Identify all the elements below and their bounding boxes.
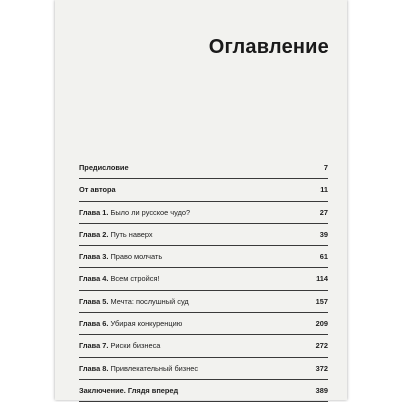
toc-entry-label [79,249,162,264]
toc-entry [79,246,328,268]
toc-entry-head: Глава 7. [79,341,109,351]
toc-entry-page: 7 [323,163,328,172]
toc-entry-head: Глава 1. [79,207,109,217]
toc-entry-label [79,182,116,197]
toc-entry-text: Глядя вперед [127,385,179,395]
toc-entry-page: 61 [319,252,328,262]
toc-entry-head: Заключение. [79,385,126,395]
toc-entry-page: 272 [315,341,328,351]
page-title: Оглавление [208,36,329,58]
toc-entry [79,291,328,313]
toc-entry [79,202,328,224]
toc-entry-text: Мечта: послушный суд [110,296,189,306]
toc-entry [79,380,328,402]
toc-entry-text: Было ли русское чудо? [110,207,191,217]
toc-entry-head: Глава 6. [79,319,109,329]
book-page [55,0,347,400]
toc-entry [79,268,328,290]
toc-entry-label [79,316,182,331]
toc-entry [79,157,328,179]
toc-entry-page: 157 [315,296,328,306]
toc-entry [79,313,328,335]
toc-entry [79,358,328,380]
toc-entry [79,224,328,246]
toc-entry-head: Глава 4. [79,274,109,284]
toc-entry-text: Путь наверх [110,229,153,239]
toc-entry-page: 39 [319,229,328,239]
toc-entry-text: Право молчать [110,252,163,262]
toc-entry-label [79,205,190,220]
toc-entry-head: Глава 2. [79,229,109,239]
toc-list [79,157,328,402]
toc-entry-label [79,338,160,353]
toc-entry-text: Риски бизнеса [110,341,161,351]
toc-entry-page: 372 [315,363,328,373]
toc-entry-head: Глава 5. [79,296,109,306]
toc-entry-page: 11 [320,185,328,195]
toc-entry-page: 209 [315,319,328,329]
toc-entry-page: 114 [316,274,328,284]
toc-entry-text: Убирая конкуренцию [110,319,183,329]
toc-entry-label [79,271,160,286]
toc-entry-head: От автора [79,185,116,195]
toc-entry-page: 389 [315,385,328,395]
toc-entry-label [79,361,198,376]
toc-entry [79,179,328,201]
toc-entry-label [79,294,189,309]
toc-entry-head: Предисловие [79,163,129,172]
toc-entry-label [79,383,178,398]
toc-entry-page: 27 [319,207,328,217]
toc-entry-text: Всем стройся! [110,274,160,284]
toc-entry [79,335,328,357]
toc-entry-head: Глава 3. [79,252,109,262]
toc-entry-label [79,160,129,175]
toc-entry-text: Привлекательный бизнес [110,363,199,373]
toc-entry-label [79,227,153,242]
toc-entry-head: Глава 8. [79,363,109,373]
